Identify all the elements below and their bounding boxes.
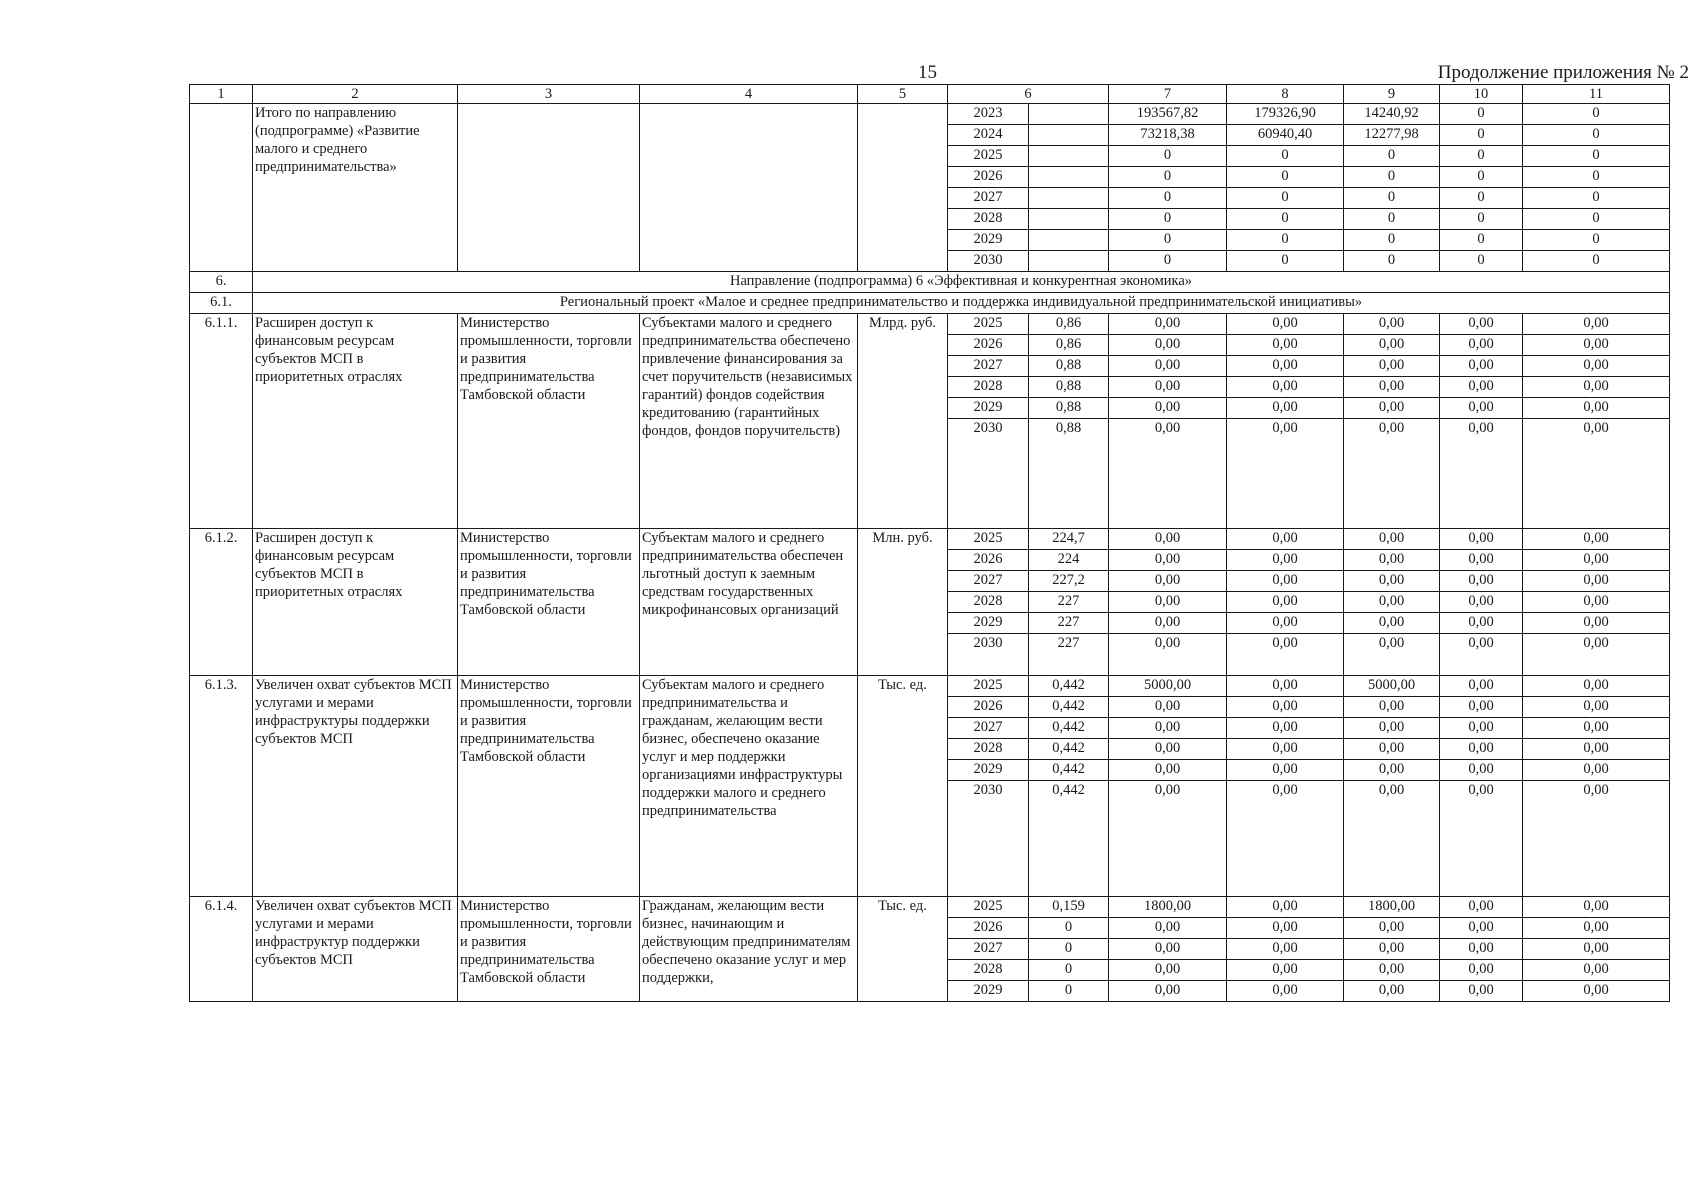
value-cell: 0,00	[1344, 634, 1440, 676]
year-cell: 2026	[948, 167, 1029, 188]
year-cell: 2028	[948, 209, 1029, 230]
year-cell: 2026	[948, 918, 1029, 939]
value-cell	[1029, 104, 1109, 125]
value-cell: 0,00	[1109, 529, 1227, 550]
value-cell: 0,00	[1109, 960, 1227, 981]
value-cell: 227	[1029, 634, 1109, 676]
value-cell: 0,00	[1523, 739, 1670, 760]
value-cell: 0,00	[1440, 760, 1523, 781]
value-cell: 0,00	[1227, 571, 1344, 592]
value-cell: 0	[1227, 209, 1344, 230]
value-cell: 0,00	[1523, 760, 1670, 781]
value-cell: 0,00	[1523, 939, 1670, 960]
value-cell: 0,00	[1344, 356, 1440, 377]
value-cell: 0	[1523, 230, 1670, 251]
value-cell: 0,00	[1109, 314, 1227, 335]
year-cell: 2027	[948, 188, 1029, 209]
value-cell: 0	[1440, 251, 1523, 272]
year-cell: 2030	[948, 251, 1029, 272]
value-cell: 0	[1109, 167, 1227, 188]
value-cell: 0,00	[1109, 550, 1227, 571]
value-cell: 193567,82	[1109, 104, 1227, 125]
value-cell: 0,442	[1029, 676, 1109, 697]
section-title: Направление (подпрограмма) 6 «Эффективная и конкурентная экономика»	[253, 272, 1670, 293]
value-cell: 0,00	[1109, 739, 1227, 760]
value-cell: 0,00	[1440, 571, 1523, 592]
value-cell: 0,00	[1344, 377, 1440, 398]
value-cell: 0,442	[1029, 697, 1109, 718]
column-number: 4	[640, 85, 858, 104]
value-cell: 0	[1523, 251, 1670, 272]
value-cell: 0,00	[1227, 419, 1344, 529]
column-number: 2	[253, 85, 458, 104]
item-name: Увеличен охват субъектов МСП услугами и мерами инфраструктуры поддержки субъектов МСП	[253, 676, 458, 897]
value-cell: 0,00	[1109, 419, 1227, 529]
value-cell: 0,00	[1440, 634, 1523, 676]
value-cell: 0,00	[1109, 939, 1227, 960]
year-cell: 2028	[948, 960, 1029, 981]
year-cell: 2028	[948, 739, 1029, 760]
cell-unit-empty	[858, 104, 948, 272]
value-cell: 0,00	[1523, 550, 1670, 571]
item-name: Расширен доступ к финансовым ресурсам субъектов МСП в приоритетных отраслях	[253, 529, 458, 676]
value-cell: 0	[1523, 146, 1670, 167]
value-cell: 0	[1440, 104, 1523, 125]
year-cell: 2027	[948, 718, 1029, 739]
value-cell: 0	[1523, 209, 1670, 230]
item-name: Расширен доступ к финансовым ресурсам субъектов МСП в приоритетных отраслях	[253, 314, 458, 529]
value-cell: 60940,40	[1227, 125, 1344, 146]
year-cell: 2029	[948, 613, 1029, 634]
column-number-row	[190, 85, 1670, 104]
summary-name: Итого по направлению (подпрограмме) «Развитие малого и среднего предпринимательства»	[253, 104, 458, 272]
value-cell: 0,00	[1344, 419, 1440, 529]
item-executor: Министерство промышленности, торговли и развития предпринимательства Тамбовской области	[458, 897, 640, 1002]
year-cell: 2026	[948, 335, 1029, 356]
value-cell: 0	[1109, 146, 1227, 167]
value-cell: 0,00	[1227, 760, 1344, 781]
item-number: 6.1.3.	[190, 676, 253, 897]
year-cell: 2030	[948, 781, 1029, 897]
value-cell: 0,00	[1440, 398, 1523, 419]
table-row	[190, 104, 1670, 125]
value-cell: 0,00	[1523, 356, 1670, 377]
value-cell: 0,00	[1109, 981, 1227, 1002]
item-result: Гражданам, желающим вести бизнес, начинающим и действующим предпринимателям обеспечено оказание услуг и мер поддержки,	[640, 897, 858, 1002]
value-cell: 0	[1109, 251, 1227, 272]
value-cell: 0,00	[1344, 592, 1440, 613]
value-cell: 0,00	[1227, 398, 1344, 419]
value-cell: 0	[1109, 188, 1227, 209]
value-cell: 0,00	[1227, 377, 1344, 398]
value-cell: 0,00	[1109, 718, 1227, 739]
value-cell: 0,00	[1227, 918, 1344, 939]
value-cell: 0,00	[1344, 613, 1440, 634]
column-number: 8	[1227, 85, 1344, 104]
value-cell: 0,00	[1523, 981, 1670, 1002]
year-cell: 2028	[948, 377, 1029, 398]
year-cell: 2030	[948, 634, 1029, 676]
year-cell: 2025	[948, 314, 1029, 335]
value-cell: 0	[1440, 230, 1523, 251]
year-cell: 2029	[948, 981, 1029, 1002]
value-cell: 0,00	[1109, 634, 1227, 676]
year-cell: 2025	[948, 897, 1029, 918]
value-cell: 0,00	[1344, 939, 1440, 960]
item-unit: Млн. руб.	[858, 529, 948, 676]
value-cell: 0,00	[1344, 335, 1440, 356]
year-cell: 2030	[948, 419, 1029, 529]
value-cell: 0	[1440, 209, 1523, 230]
value-cell: 0	[1109, 230, 1227, 251]
value-cell: 0,00	[1227, 939, 1344, 960]
value-cell: 0,159	[1029, 897, 1109, 918]
value-cell: 0	[1344, 188, 1440, 209]
table-row	[190, 676, 1670, 697]
value-cell: 0,00	[1344, 739, 1440, 760]
value-cell: 0,00	[1440, 314, 1523, 335]
value-cell: 0,00	[1523, 960, 1670, 981]
value-cell: 0	[1344, 230, 1440, 251]
value-cell: 0,00	[1440, 356, 1523, 377]
value-cell: 0,00	[1523, 419, 1670, 529]
value-cell: 0	[1029, 981, 1109, 1002]
value-cell	[1029, 146, 1109, 167]
value-cell: 0,00	[1440, 739, 1523, 760]
value-cell: 0,00	[1109, 356, 1227, 377]
column-number: 5	[858, 85, 948, 104]
year-cell: 2027	[948, 571, 1029, 592]
value-cell: 0,00	[1109, 613, 1227, 634]
value-cell: 0,00	[1227, 613, 1344, 634]
value-cell: 0	[1344, 251, 1440, 272]
cell-result-empty	[640, 104, 858, 272]
value-cell: 14240,92	[1344, 104, 1440, 125]
value-cell: 0,00	[1523, 634, 1670, 676]
value-cell: 0,86	[1029, 314, 1109, 335]
value-cell: 0,00	[1523, 718, 1670, 739]
year-cell: 2028	[948, 592, 1029, 613]
value-cell: 0	[1523, 104, 1670, 125]
year-cell: 2029	[948, 230, 1029, 251]
value-cell: 0,00	[1440, 897, 1523, 918]
value-cell: 0,00	[1227, 314, 1344, 335]
value-cell: 0,442	[1029, 739, 1109, 760]
value-cell: 0,442	[1029, 781, 1109, 897]
year-cell: 2027	[948, 356, 1029, 377]
item-executor: Министерство промышленности, торговли и развития предпринимательства Тамбовской области	[458, 529, 640, 676]
section-row	[190, 272, 1670, 293]
year-cell: 2024	[948, 125, 1029, 146]
value-cell: 0,00	[1227, 781, 1344, 897]
value-cell: 0,00	[1440, 529, 1523, 550]
column-number: 7	[1109, 85, 1227, 104]
value-cell: 0,00	[1227, 739, 1344, 760]
value-cell: 0,00	[1344, 529, 1440, 550]
value-cell: 0	[1523, 188, 1670, 209]
value-cell: 0,00	[1523, 676, 1670, 697]
value-cell: 0	[1227, 251, 1344, 272]
column-number: 9	[1344, 85, 1440, 104]
value-cell: 0	[1523, 167, 1670, 188]
value-cell: 0,88	[1029, 356, 1109, 377]
year-cell: 2026	[948, 697, 1029, 718]
value-cell: 224,7	[1029, 529, 1109, 550]
value-cell: 0,00	[1523, 335, 1670, 356]
value-cell: 0,00	[1227, 335, 1344, 356]
value-cell: 0	[1440, 125, 1523, 146]
column-number: 6	[948, 85, 1109, 104]
table-row	[190, 529, 1670, 550]
value-cell: 0,00	[1344, 697, 1440, 718]
value-cell: 0,00	[1523, 613, 1670, 634]
value-cell: 0,00	[1440, 676, 1523, 697]
value-cell: 0,00	[1523, 314, 1670, 335]
value-cell: 0,00	[1344, 760, 1440, 781]
value-cell: 0,00	[1344, 981, 1440, 1002]
value-cell: 0,00	[1109, 398, 1227, 419]
value-cell: 0,00	[1440, 697, 1523, 718]
value-cell: 224	[1029, 550, 1109, 571]
item-result: Субъектам малого и среднего предпринимательства обеспечен льготный доступ к заемным средствам государственных микрофинансовых организаций	[640, 529, 858, 676]
value-cell: 0	[1344, 146, 1440, 167]
cell-num-empty	[190, 104, 253, 272]
item-number: 6.1.4.	[190, 897, 253, 1002]
item-number: 6.1.2.	[190, 529, 253, 676]
value-cell: 0,00	[1344, 550, 1440, 571]
value-cell	[1029, 125, 1109, 146]
value-cell: 0,00	[1109, 918, 1227, 939]
value-cell: 0,00	[1440, 939, 1523, 960]
value-cell: 0,88	[1029, 398, 1109, 419]
value-cell: 0,00	[1440, 613, 1523, 634]
year-cell: 2029	[948, 398, 1029, 419]
value-cell: 0,00	[1440, 550, 1523, 571]
section-number: 6.	[190, 272, 253, 293]
value-cell: 0,00	[1227, 981, 1344, 1002]
value-cell	[1029, 251, 1109, 272]
value-cell: 179326,90	[1227, 104, 1344, 125]
value-cell: 0,00	[1109, 592, 1227, 613]
value-cell	[1029, 188, 1109, 209]
value-cell: 0,00	[1109, 571, 1227, 592]
item-unit: Тыс. ед.	[858, 676, 948, 897]
value-cell: 0	[1109, 209, 1227, 230]
value-cell: 0,00	[1440, 960, 1523, 981]
value-cell: 0,00	[1344, 718, 1440, 739]
value-cell: 0,00	[1440, 592, 1523, 613]
value-cell: 0,00	[1523, 897, 1670, 918]
value-cell: 0,00	[1109, 377, 1227, 398]
year-cell: 2027	[948, 939, 1029, 960]
column-number: 1	[190, 85, 253, 104]
value-cell: 0,00	[1344, 781, 1440, 897]
column-number: 3	[458, 85, 640, 104]
value-cell: 0,00	[1344, 398, 1440, 419]
value-cell: 0	[1440, 167, 1523, 188]
item-unit: Тыс. ед.	[858, 897, 948, 1002]
value-cell: 0,00	[1523, 571, 1670, 592]
value-cell: 0,00	[1440, 918, 1523, 939]
value-cell: 0	[1029, 939, 1109, 960]
value-cell: 0,00	[1344, 314, 1440, 335]
item-number: 6.1.1.	[190, 314, 253, 529]
item-result: Субъектами малого и среднего предпринимательства обеспечено привлечение финансирования за счет поручительств (независимых гарантий) фондов содействия кредитованию (гарантийных фондов, фондов поручительств)	[640, 314, 858, 529]
value-cell: 0,00	[1227, 960, 1344, 981]
section-title: Региональный проект «Малое и среднее предпринимательство и поддержка индивидуальной предпринимательской инициативы»	[253, 293, 1670, 314]
value-cell: 0	[1029, 918, 1109, 939]
value-cell: 0	[1344, 209, 1440, 230]
year-cell: 2026	[948, 550, 1029, 571]
item-executor: Министерство промышленности, торговли и развития предпринимательства Тамбовской области	[458, 676, 640, 897]
value-cell: 0	[1227, 167, 1344, 188]
value-cell	[1029, 230, 1109, 251]
item-unit: Млрд. руб.	[858, 314, 948, 529]
value-cell: 0,00	[1440, 335, 1523, 356]
subsection-row	[190, 293, 1670, 314]
value-cell: 0,00	[1227, 718, 1344, 739]
value-cell: 0,00	[1227, 897, 1344, 918]
appendix-header: Продолжение приложения № 2	[1437, 62, 1689, 83]
value-cell: 0,00	[1440, 718, 1523, 739]
year-cell: 2023	[948, 104, 1029, 125]
value-cell: 0	[1227, 230, 1344, 251]
item-executor: Министерство промышленности, торговли и развития предпринимательства Тамбовской области	[458, 314, 640, 529]
value-cell: 0	[1227, 188, 1344, 209]
cell-executor-empty	[458, 104, 640, 272]
value-cell: 0,00	[1109, 335, 1227, 356]
value-cell: 227	[1029, 613, 1109, 634]
column-number: 10	[1440, 85, 1523, 104]
value-cell: 0,00	[1109, 760, 1227, 781]
year-cell: 2025	[948, 529, 1029, 550]
program-table	[189, 84, 1670, 1002]
section-number: 6.1.	[190, 293, 253, 314]
item-result: Субъектам малого и среднего предпринимательства и гражданам, желающим вести бизнес, обеспечено оказание услуг и мер поддержки организациями инфраструктуры поддержки малого и среднего предпринимательства	[640, 676, 858, 897]
value-cell: 0,88	[1029, 419, 1109, 529]
value-cell: 0,00	[1344, 960, 1440, 981]
value-cell: 0,88	[1029, 377, 1109, 398]
page-number: 15	[918, 62, 937, 83]
value-cell: 0,00	[1227, 697, 1344, 718]
value-cell: 227	[1029, 592, 1109, 613]
item-name: Увеличен охват субъектов МСП услугами и мерами инфраструктур поддержки субъектов МСП	[253, 897, 458, 1002]
value-cell: 12277,98	[1344, 125, 1440, 146]
value-cell: 0,442	[1029, 718, 1109, 739]
value-cell: 0,00	[1227, 676, 1344, 697]
value-cell: 0,00	[1523, 398, 1670, 419]
value-cell: 0	[1440, 146, 1523, 167]
value-cell: 1800,00	[1109, 897, 1227, 918]
value-cell: 0,00	[1523, 697, 1670, 718]
year-cell: 2025	[948, 676, 1029, 697]
value-cell: 0,00	[1344, 571, 1440, 592]
value-cell: 0,442	[1029, 760, 1109, 781]
table-row	[190, 897, 1670, 918]
value-cell	[1029, 167, 1109, 188]
value-cell: 0,00	[1440, 377, 1523, 398]
year-cell: 2025	[948, 146, 1029, 167]
value-cell: 0,00	[1523, 529, 1670, 550]
value-cell: 0,00	[1227, 529, 1344, 550]
value-cell: 0	[1344, 167, 1440, 188]
table-row	[190, 314, 1670, 335]
value-cell: 0,00	[1523, 918, 1670, 939]
value-cell: 0,00	[1109, 697, 1227, 718]
value-cell: 227,2	[1029, 571, 1109, 592]
value-cell: 0	[1440, 188, 1523, 209]
value-cell: 0	[1227, 146, 1344, 167]
value-cell: 0,00	[1440, 781, 1523, 897]
value-cell: 0,00	[1227, 634, 1344, 676]
value-cell: 5000,00	[1109, 676, 1227, 697]
value-cell: 0,86	[1029, 335, 1109, 356]
value-cell: 0,00	[1523, 377, 1670, 398]
value-cell: 0,00	[1440, 419, 1523, 529]
value-cell: 0	[1523, 125, 1670, 146]
value-cell: 0,00	[1523, 592, 1670, 613]
value-cell: 5000,00	[1344, 676, 1440, 697]
value-cell: 0,00	[1344, 918, 1440, 939]
value-cell: 0,00	[1227, 550, 1344, 571]
value-cell: 73218,38	[1109, 125, 1227, 146]
value-cell: 0,00	[1227, 592, 1344, 613]
value-cell: 0	[1029, 960, 1109, 981]
value-cell: 1800,00	[1344, 897, 1440, 918]
column-number: 11	[1523, 85, 1670, 104]
value-cell: 0,00	[1227, 356, 1344, 377]
value-cell: 0,00	[1440, 981, 1523, 1002]
value-cell: 0,00	[1109, 781, 1227, 897]
year-cell: 2029	[948, 760, 1029, 781]
value-cell: 0,00	[1523, 781, 1670, 897]
value-cell	[1029, 209, 1109, 230]
